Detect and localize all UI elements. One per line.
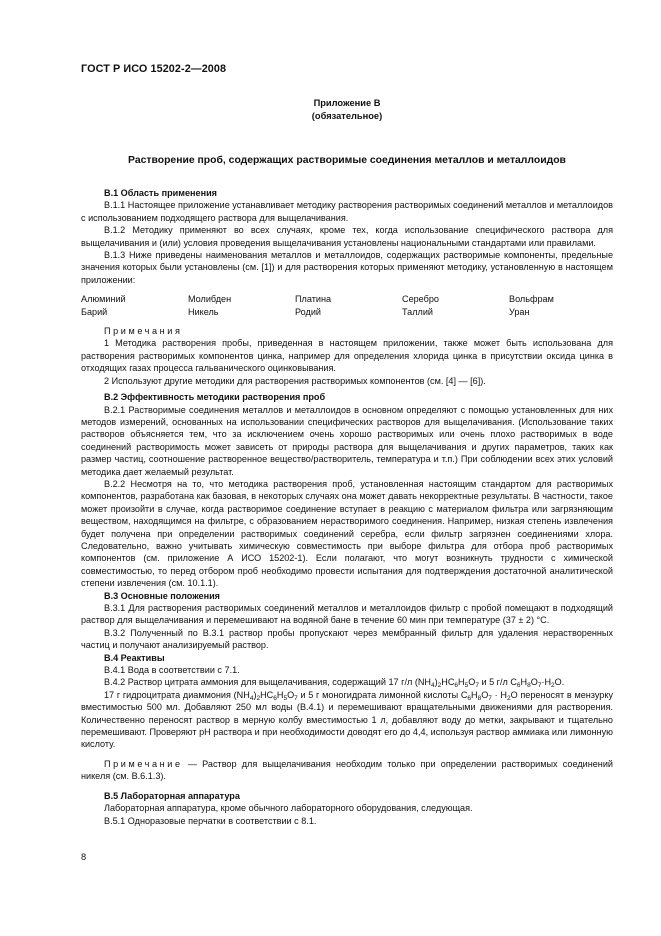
- appendix-title: Растворение проб, содержащих растворимые соединения металлов и металлоидов: [128, 155, 566, 166]
- element-item: Алюминий: [81, 294, 126, 305]
- element-item: Серебро: [402, 294, 439, 305]
- section-b3-heading: В.3 Основные положения: [104, 590, 220, 601]
- paragraph-b4-1: В.4.1 Вода в соответствии с 7.1.: [104, 665, 240, 676]
- paragraph-b4-2: В.4.2 Раствор цитрата аммония для выщелачивания, содержащий 17 г/л $(NH_4)_2HC_6H_5O_7$ и 5 г/л $C_6H_8O_7\cdot H_2O$.: [104, 677, 565, 690]
- section-b1-heading: В.1 Область применения: [104, 188, 217, 198]
- element-item: Родий: [295, 306, 321, 317]
- appendix-heading: [81, 97, 613, 123]
- element-item: Уран: [509, 306, 530, 317]
- page-number: 8: [81, 852, 87, 862]
- note-2: 2 Используют другие методики для растворения растворимых компонентов (см. [4] — [6]).: [104, 375, 486, 386]
- element-item: Молибден: [188, 294, 232, 305]
- note-b4-text: — Раствор для выщелачивания необходим только при определении растворимых соединений никеля (см. В.6.1.3).: [81, 758, 613, 782]
- paragraph-b1-3: В.1.3 Ниже приведены наименования металлов и металлоидов, содержащих растворимые компоненты, предельные значения которых были установлены (см. [1]) и для растворения которых применяют методику, установленную в настоящем приложении:: [81, 250, 613, 285]
- notes-label: Примечания: [104, 326, 183, 337]
- note-b4: [81, 758, 613, 783]
- appendix-label: Приложение В: [313, 98, 381, 108]
- element-item: Никель: [188, 306, 219, 317]
- element-item: Таллий: [402, 306, 433, 317]
- note-b4-label: Примечание: [104, 758, 183, 769]
- section-b5-heading: В.5 Лабораторная аппаратура: [104, 790, 240, 801]
- standard-code-header: ГОСТ Р ИСО 15202-2—2008: [81, 63, 227, 75]
- section-b2-heading: В.2 Эффективность методики растворения проб: [104, 392, 326, 403]
- paragraph-b4-2-procedure: 17 г гидроцитрата диаммония $(NH_4)_2HC_6H_5O_7$ и 5 г моногидрата лимонной кислоты $C_6H_8O_7 \cdot H_2O$ переносят в мензурку вместимостью 500 мл. Добавляют 250 мл воды (В.4.1) и перемешивают вращательными движениями для растворения. Количественно переносят раствор в мерную колбу вместимостью 1 л, добавляют воду до метки, закрывают и тщательно перемешивают. Проверяют pH раствора и при необходимости доводят его до 4,4, используя раствор аммиака или лимонную кислоту.: [81, 689, 613, 750]
- paragraph-b5-intro: Лабораторная аппаратура, кроме обычного лабораторного оборудования, следующая.: [104, 803, 473, 814]
- paragraph-b2-1: В.2.1 Растворимые соединения металлов и металлоидов в основном определяют с помощью установленных для них методов измерений, основанных на использовании специфических растворов для выщелачивания. (Использование таких растворов объясняется тем, что за исключением очень хорошо растворимых или очень плохо растворимых в воде соединений растворимость может зависеть от природы раствора для выщелачивания и других параметров, таких как размер частиц, соотношение растворенное вещество/растворитель, температура и т.п.) При соблюдении всех этих условий методика дает желаемый результат.: [81, 404, 613, 477]
- element-item: Барий: [81, 306, 108, 317]
- element-item: Вольфрам: [509, 294, 554, 305]
- element-item: Платина: [295, 294, 332, 305]
- appendix-status: (обязательное): [311, 111, 383, 121]
- section-b4-heading: В.4 Реактивы: [104, 652, 165, 663]
- elements-list: [81, 293, 613, 318]
- document-body: [81, 187, 613, 827]
- paragraph-b3-2: В.3.2 Полученный по В.3.1 раствор пробы пропускают через мембранный фильтр для удаления нерастворенных частиц и получают анализируемый раствор.: [81, 627, 613, 651]
- paragraph-b2-2: В.2.2 Несмотря на то, что методика растворения проб, установленная настоящим стандартом для растворимых компонентов, разработана как базовая, в некоторых случаях она может давать некорректные результаты. В частности, такое может произойти в случае, когда растворимое соединение вступает в реакцию с материалом фильтра или загрязняющим веществом, находящимся на фильтре, с образованием нерастворимого соединения. Например, низкая степень извлечения будет получена при определении растворимых соединений серебра, если фильтр загрязнен соединениями хлора. Следовательно, важно учитывать химическую совместимость при выборе фильтра для отбора проб растворимых компонентов (см. приложение А ИСО 15202-1). Если полагают, что могут возникнуть трудности с химической совместимостью, то перед отбором проб необходимо провести испытания для подтверждения достаточной аналитической степени извлечения (см. 10.1.1).: [81, 478, 613, 589]
- note-1: 1 Методика растворения пробы, приведенная в настоящем приложении, также может быть использована для растворения растворимых компонентов цинка, например для определения хлорида цинка в присутствии оксида цинка в отходящих газах процесса гальванического оцинковывания.: [81, 338, 613, 374]
- paragraph-b1-1: В.1.1 Настоящее приложение устанавливает методику растворения растворимых соединений металлов и металлоидов с использованием подходящего раствора для выщелачивания.: [81, 200, 613, 223]
- paragraph-b3-1: В.3.1 Для растворения растворимых соединений металлов и металлоидов фильтр с пробой помещают в подходящий раствор для выщелачивания и перемешивают на водяной бане в течение 60 мин при температуре (37 ± 2) °С.: [81, 603, 613, 626]
- paragraph-b5-1: В.5.1 Одноразовые перчатки в соответствии с 8.1.: [104, 815, 317, 826]
- paragraph-b1-2: В.1.2 Методику применяют во всех случаях, кроме тех, когда использование специфического раствора для выщелачивания и (или) условия проведения выщелачивания установлены национальными стандартами или правилами.: [81, 225, 613, 248]
